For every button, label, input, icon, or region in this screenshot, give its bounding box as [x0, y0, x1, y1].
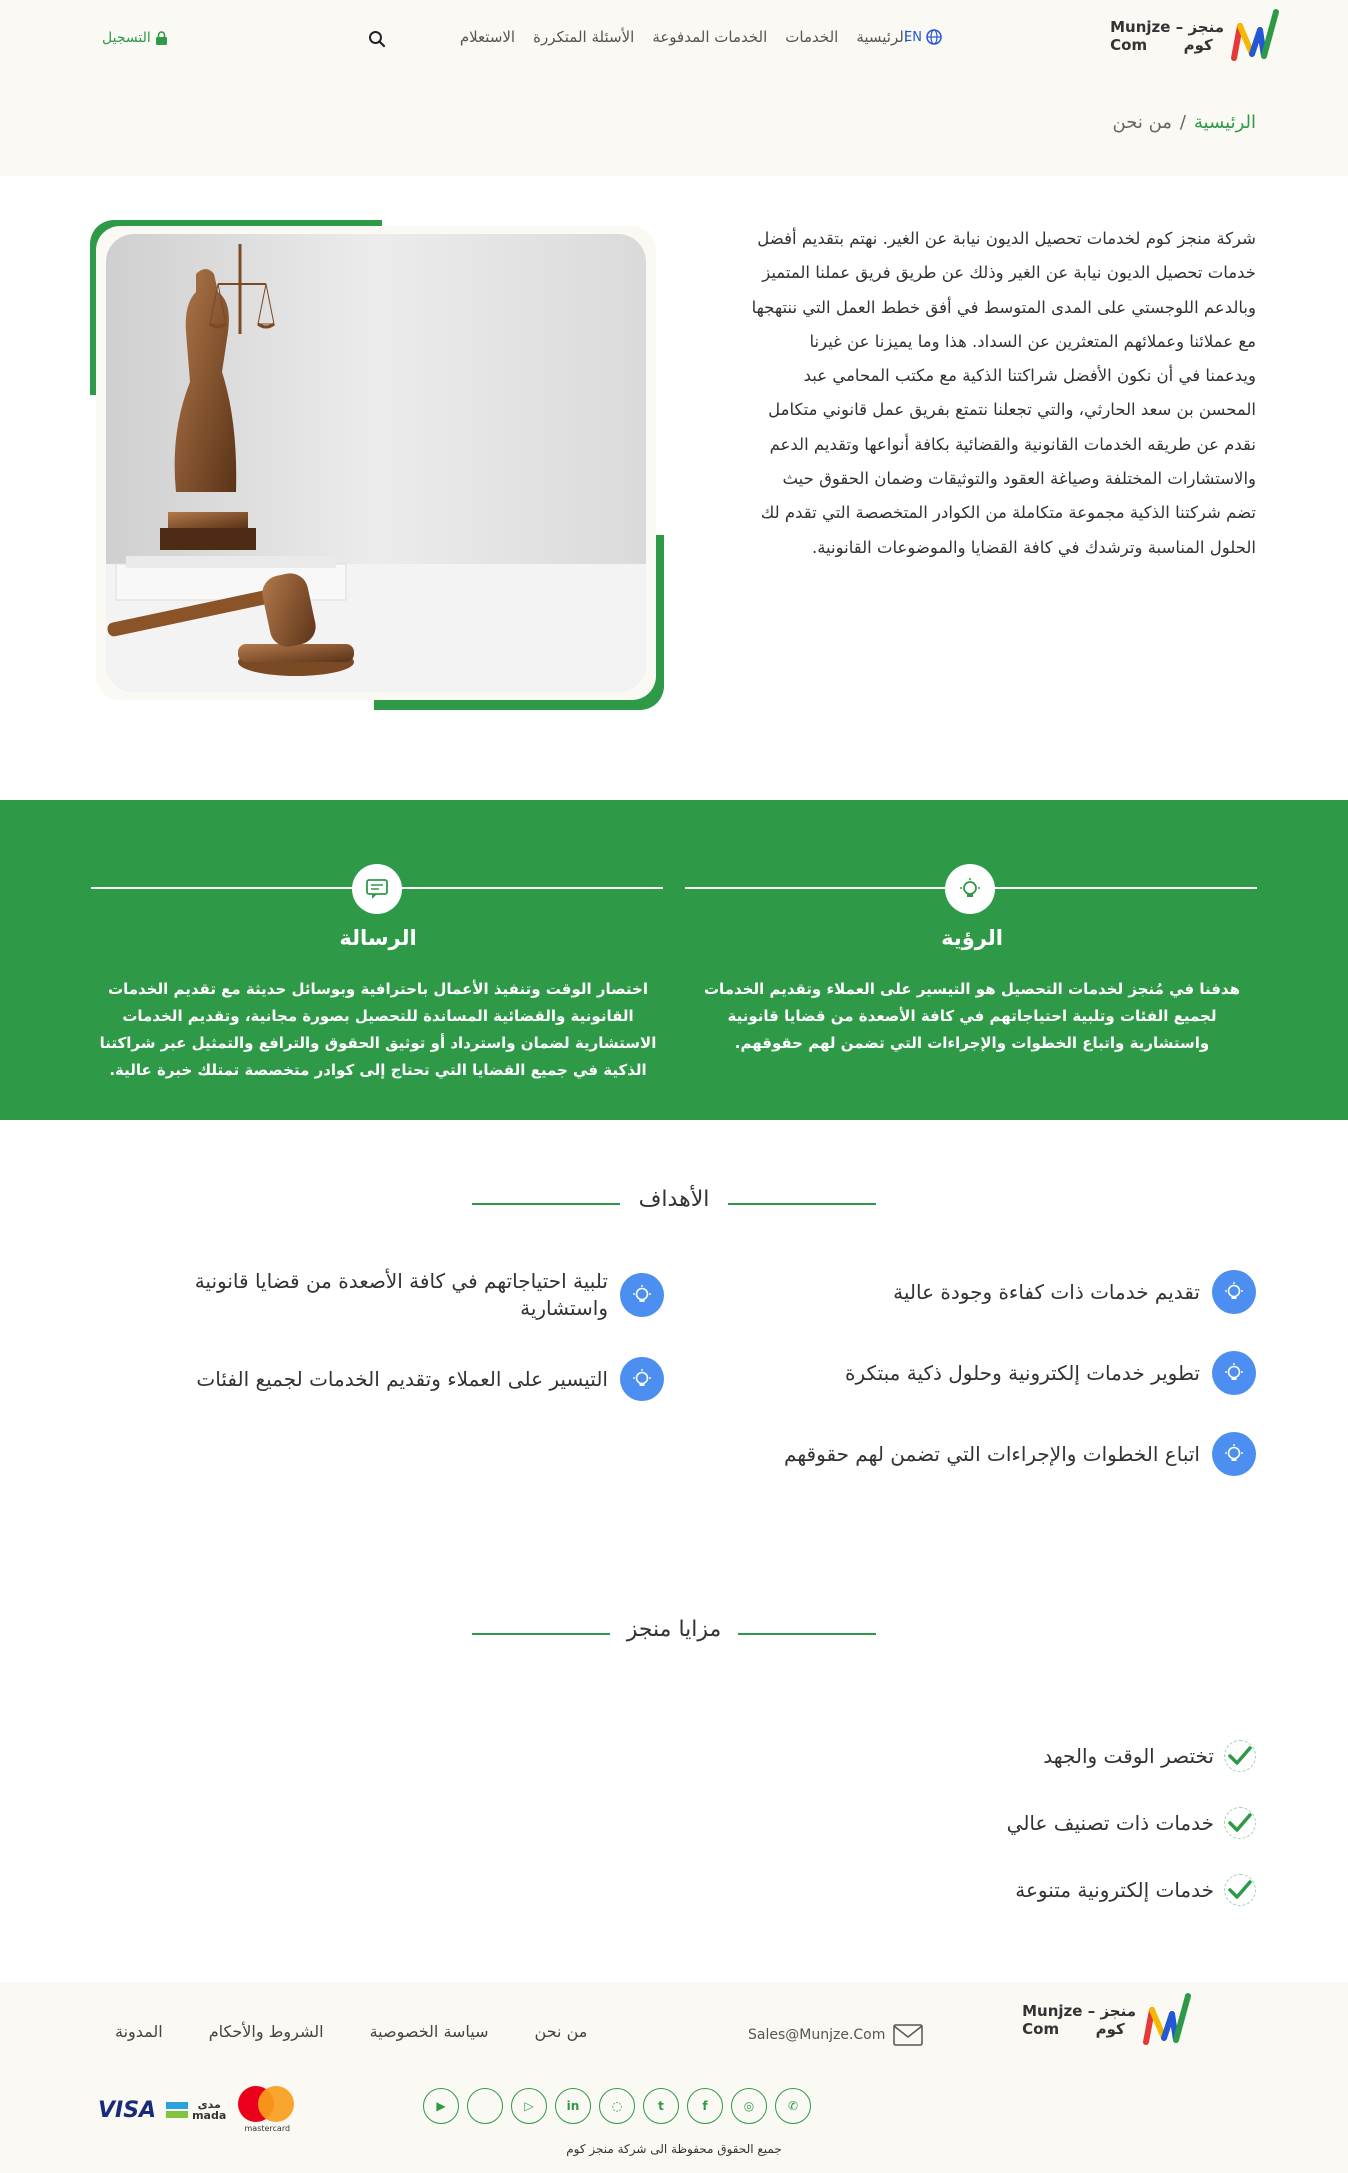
logo-text: Munjze – منجز Com كوم: [1022, 2002, 1136, 2038]
bulb-icon: [620, 1357, 664, 1401]
site-footer: [0, 1982, 1348, 2173]
email-text: Sales@Munjze.Com: [748, 2027, 886, 2043]
nav-faq[interactable]: الأسئلة المتكررة: [533, 28, 635, 46]
features-line-right: [738, 1633, 876, 1635]
snapchat-icon[interactable]: ◌: [599, 2088, 635, 2124]
bulb-icon: [1212, 1432, 1256, 1476]
play-store-icon[interactable]: ▷: [511, 2088, 547, 2124]
feature-item: خدمات إلكترونية متنوعة: [1015, 1874, 1256, 1906]
whatsapp-icon[interactable]: ✆: [775, 2088, 811, 2124]
goal-item: تلبية احتياجاتهم في كافة الأصعدة من قضايا قانونية واستشارية: [195, 1268, 664, 1322]
goals-title: الأهداف: [638, 1187, 710, 1212]
youtube-icon[interactable]: ▶: [423, 2088, 459, 2124]
about-text: شركة منجز كوم لخدمات تحصيل الديون نيابة عن الغير. نهتم بتقديم أفضل خدمات تحصيل الديون نيابة عن الغير وذلك عن طريق فريق عملنا المتميز وبالدعم اللوجستي على المدى المتوسط في أفق خطط العمل التي ننتهجها مع عملائنا وعملائهم المتعثرين عن السداد. هذا وما يميزنا عن غيرنا ويدعمنا في أن نكون الأفضل شراكتنا الذكية مع مكتب المحامي عبد المحسن بن سعد الحارثي، والتي تجعلنا نتمتع بفريق عمل قانوني متكامل نقدم عن طريقه الخدمات القانونية والقضائية بكافة أنواعها وتقديم الدعم والاستشارات المختلفة وصياغة العقود والتوثيقات وضمان الحقوق حيث تضم شركتنا الذكية مجموعة متكاملة من الكوادر المتخصصة التي تقدم لك الحلول المناسبة وترشدك في كافة القضايا والموضوعات القانونية.: [751, 229, 1256, 557]
vision-text: هدفنا في مُنجز لخدمات التحصيل هو التيسير على العملاء وتقديم الخدمات لجميع الفئات وتلبية احتياجاتهم في كافة الأصعدة من قضايا قانونية واستشارية واتباع الخطوات والإجراءات التي تضمن لهم حقوقهم.: [703, 980, 1240, 1052]
mission-title: الرسالة: [339, 926, 417, 950]
register-label: التسجيل: [102, 30, 151, 46]
mada-logo: مدى mada: [166, 2099, 226, 2121]
footer-link-terms[interactable]: الشروط والأحكام: [208, 2022, 324, 2041]
lock-icon: [155, 31, 168, 45]
justice-statue-image: [106, 234, 646, 692]
apple-icon[interactable]: [467, 2088, 503, 2124]
logo-text: Munjze – منجز Com كوم: [1110, 18, 1224, 54]
goals-line-right: [728, 1203, 876, 1205]
goal-item: التيسير على العملاء وتقديم الخدمات لجميع الفئات: [196, 1357, 664, 1401]
search-icon[interactable]: [368, 30, 386, 48]
facebook-icon[interactable]: f: [687, 2088, 723, 2124]
vision-title: الرؤية: [941, 926, 1003, 950]
payment-methods: [98, 2086, 298, 2134]
language-switch[interactable]: [904, 29, 942, 45]
breadcrumb-home[interactable]: الرئيسية: [1194, 112, 1256, 133]
site-logo[interactable]: [1110, 8, 1280, 64]
feature-item: خدمات ذات تصنيف عالي: [1007, 1807, 1256, 1839]
breadcrumb-current: من نحن: [1112, 112, 1172, 133]
feature-item: تختصر الوقت والجهد: [1043, 1740, 1256, 1772]
register-link[interactable]: [102, 30, 168, 46]
mastercard-logo: mastercard: [236, 2086, 298, 2134]
breadcrumb: [1113, 112, 1256, 133]
footer-link-about[interactable]: من نحن: [534, 2022, 588, 2041]
footer-logo[interactable]: [1022, 1992, 1192, 2048]
footer-links: [115, 2022, 587, 2041]
logo-mark-icon: [1230, 8, 1280, 64]
globe-icon: [926, 29, 942, 45]
twitter-icon[interactable]: t: [643, 2088, 679, 2124]
logo-mark-icon: [1142, 1992, 1192, 2048]
nav-paid-services[interactable]: الخدمات المدفوعة: [652, 28, 768, 46]
social-links: [423, 2088, 811, 2124]
mission-text: اختصار الوقت وتنفيذ الأعمال باحترافية وبوسائل حديثة مع تقديم الخدمات القانونية والقضائية المساندة للتحصيل بصورة مجانية، وتقديم الخدمات الاستشارية لضمان واسترداد أو توثيق الحقوق والترافع والتمثيل عبر شراكتنا الذكية في جميع القضايا التي تحتاج إلى كوادر متخصصة تمتلك خبرة عالية.: [99, 980, 657, 1079]
footer-link-blog[interactable]: المدونة: [115, 2022, 163, 2041]
bulb-icon: [945, 864, 995, 914]
nav-inquiry[interactable]: الاستعلام: [459, 28, 516, 46]
features-title: مزايا منجز: [626, 1617, 722, 1642]
envelope-icon: [893, 2024, 923, 2046]
bulb-icon: [1212, 1351, 1256, 1395]
nav-home[interactable]: الرئيسية: [856, 28, 908, 46]
bulb-icon: [1212, 1270, 1256, 1314]
check-icon: [1224, 1740, 1256, 1772]
bulb-icon: [620, 1273, 664, 1317]
message-icon: [352, 864, 402, 914]
footer-link-privacy[interactable]: سياسة الخصوصية: [369, 2022, 489, 2041]
linkedin-icon[interactable]: in: [555, 2088, 591, 2124]
lang-label: EN: [904, 29, 922, 45]
goal-item: تطوير خدمات إلكترونية وحلول ذكية مبتكرة: [845, 1351, 1256, 1395]
check-icon: [1224, 1874, 1256, 1906]
main-nav: [460, 28, 908, 46]
goal-item: تقديم خدمات ذات كفاءة وجودة عالية: [893, 1270, 1256, 1314]
copyright: جميع الحقوق محفوظة الى شركة منجز كوم: [566, 2142, 782, 2156]
about-image-frame: [90, 220, 664, 710]
footer-email[interactable]: [748, 2024, 923, 2046]
goal-item: اتباع الخطوات والإجراءات التي تضمن لهم حقوقهم: [784, 1432, 1256, 1476]
vision-mission-section: [0, 800, 1348, 1120]
visa-logo: VISA: [98, 2097, 157, 2123]
breadcrumb-separator: /: [1179, 112, 1186, 133]
nav-services[interactable]: الخدمات: [785, 28, 839, 46]
check-icon: [1224, 1807, 1256, 1839]
instagram-icon[interactable]: ◎: [731, 2088, 767, 2124]
top-area: [0, 0, 1348, 176]
